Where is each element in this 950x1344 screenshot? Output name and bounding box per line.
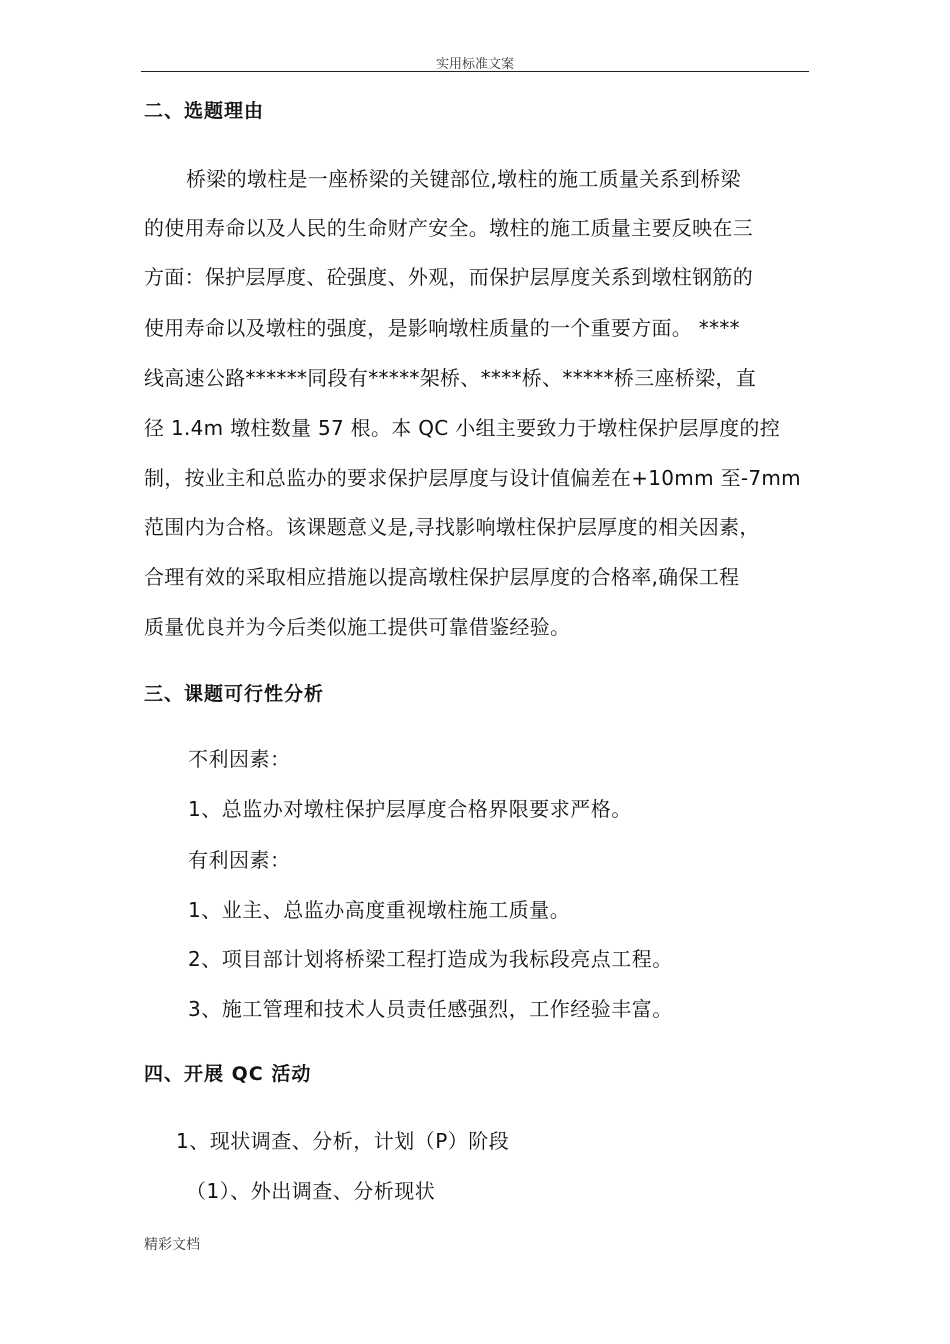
header-divider (141, 71, 809, 72)
paragraph-line: 线高速公路******同段有*****架桥、****桥、*****桥三座桥梁，直 (144, 366, 756, 390)
section-title-qc-activity: 四、开展 QC 活动 (144, 1063, 312, 1085)
paragraph-line: 使用寿命以及墩柱的强度，是影响墩柱质量的一个重要方面。 **** (144, 316, 740, 340)
list-item: 1、总监办对墩柱保护层厚度合格界限要求严格。 (188, 797, 632, 821)
list-item: 2、项目部计划将桥梁工程打造成为我标段亮点工程。 (188, 947, 673, 971)
page-footer: 精彩文档 (144, 1237, 200, 1253)
step-subheading: （1）、外出调查、分析现状 (186, 1179, 436, 1203)
paragraph-line: 范围内为合格。该课题意义是,寻找影响墩柱保护层厚度的相关因素， (144, 515, 760, 539)
list-item: 3、施工管理和技术人员责任感强烈，工作经验丰富。 (188, 997, 673, 1021)
paragraph-line: 合理有效的采取相应措施以提高墩柱保护层厚度的合格率,确保工程 (144, 565, 740, 589)
paragraph-line: 的使用寿命以及人民的生命财产安全。墩柱的施工质量主要反映在三 (144, 216, 753, 240)
page-header-title: 实用标准文案 (435, 57, 514, 72)
paragraph-line: 方面：保护层厚度、砼强度、外观，而保护层厚度关系到墩柱钢筋的 (144, 265, 753, 289)
section-title-feasibility: 三、课题可行性分析 (144, 683, 325, 705)
list-item: 1、业主、总监办高度重视墩柱施工质量。 (188, 898, 571, 922)
paragraph-line: 桥梁的墩柱是一座桥梁的关键部位,墩柱的施工质量关系到桥梁 (186, 167, 741, 191)
paragraph-line: 质量优良并为今后类似施工提供可靠借鉴经验。 (144, 615, 571, 639)
step-heading: 1、现状调查、分析，计划（P）阶段 (176, 1129, 510, 1153)
paragraph-line: 制，按业主和总监办的要求保护层厚度与设计值偏差在+10mm 至-7mm (144, 466, 801, 490)
paragraph-line: 径 1.4m 墩柱数量 57 根。本 QC 小组主要致力于墩柱保护层厚度的控 (144, 416, 780, 440)
unfavorable-factors-label: 不利因素： (188, 747, 291, 771)
section-title-topic-reason: 二、选题理由 (144, 100, 265, 122)
favorable-factors-label: 有利因素： (188, 848, 291, 872)
